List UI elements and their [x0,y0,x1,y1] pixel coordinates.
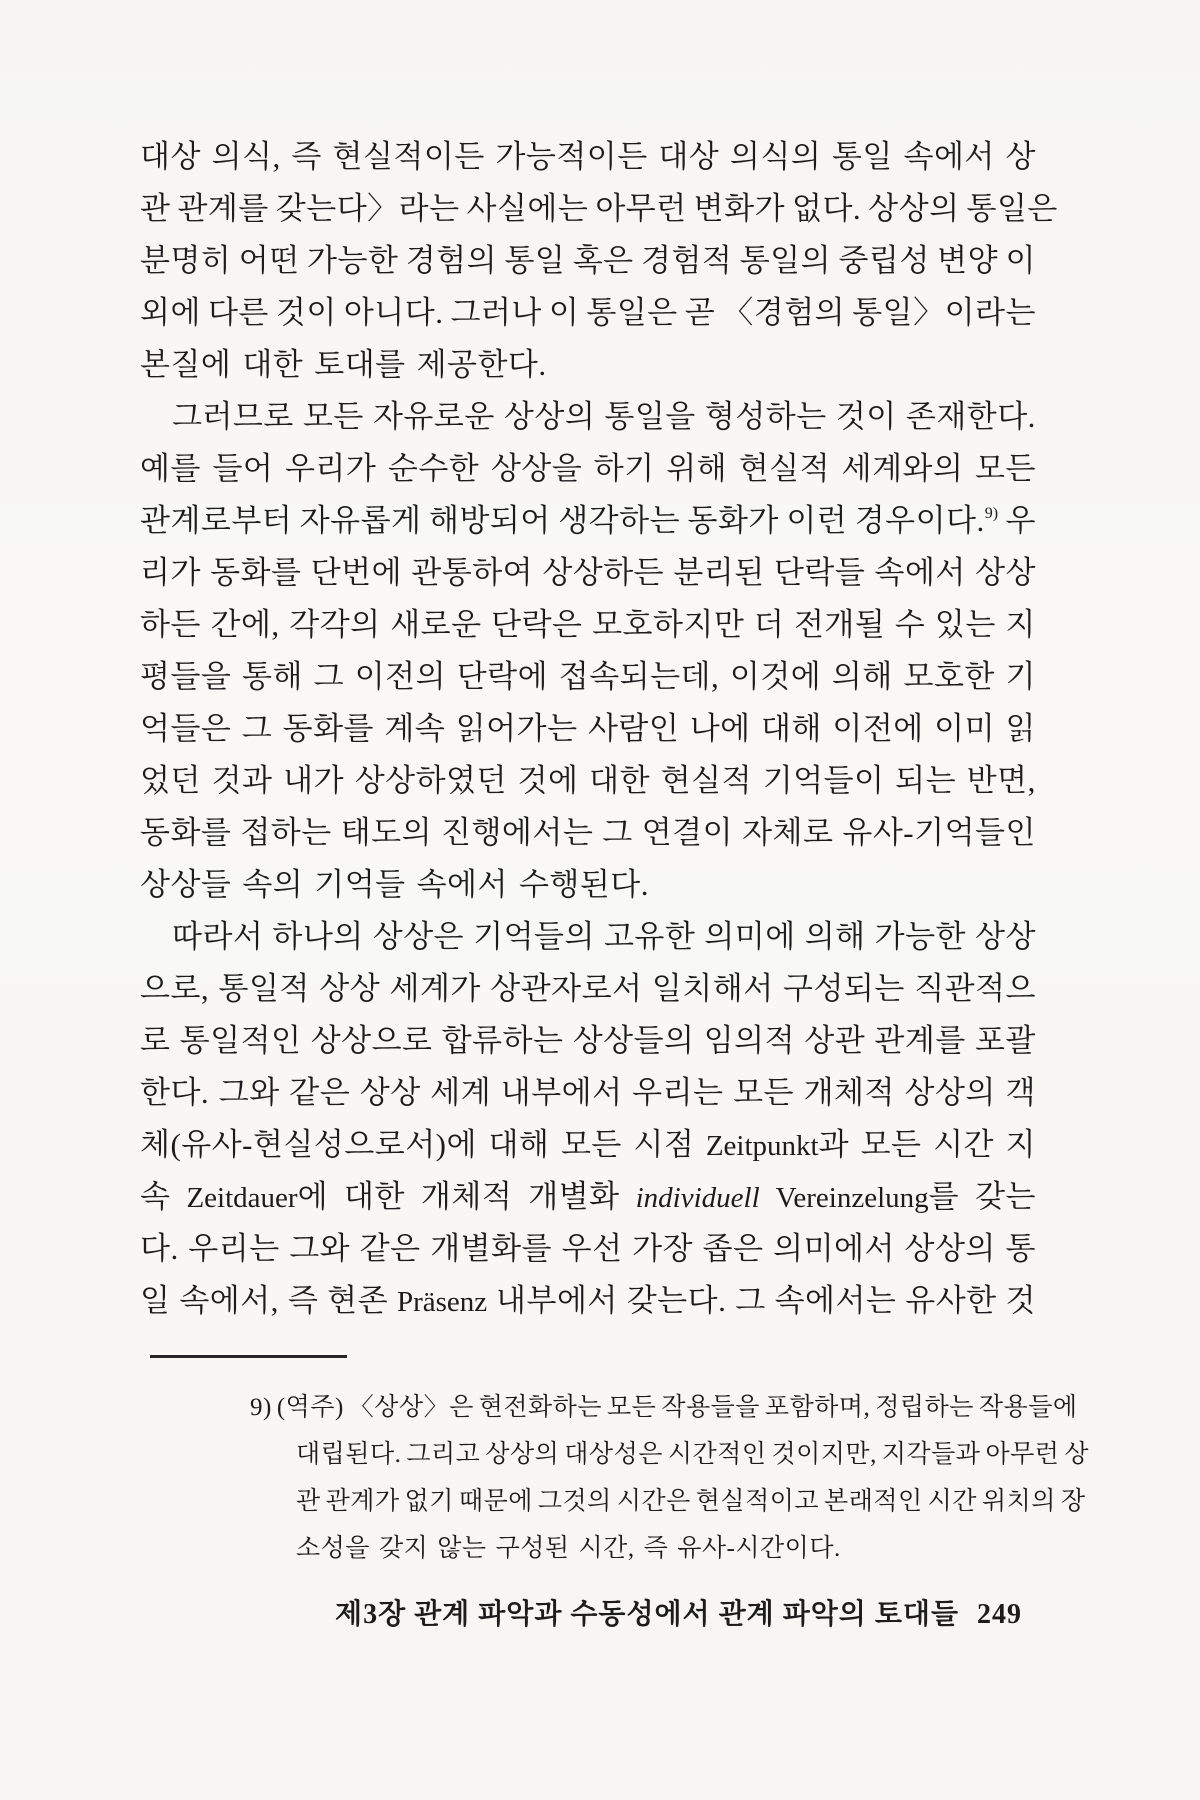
footer-chapter-title: 제3장 관계 파악과 수동성에서 관계 파악의 토대들 [335,1599,959,1630]
body-line: 대상 의식, 즉 현실적이든 가능적이든 대상 의식의 통일 속에서 상 [140,139,1036,174]
latin-term: individuell [635,1182,760,1214]
body-line: 일 속에서, 즉 현존 Präsenz 내부에서 갖는다. 그 속에서는 유사한 것 [140,1283,1036,1318]
latin-term: Zeitpunkt [705,1130,819,1162]
body-line: 따라서 하나의 상상은 기억들의 고유한 의미에 의해 가능한 상상 [172,919,1036,954]
footnote-ref-9: 9) [984,505,999,522]
footnote-line: 9) (역주) 〈상상〉은 현전화하는 모든 작용들을 포함하며, 정립하는 작용들에 [250,1394,1078,1421]
body-line: 리가 동화를 단번에 관통하여 상상하든 분리된 단락들 속에서 상상 [140,555,1036,590]
footnote-line: 대립된다. 그리고 상상의 대상성은 시간적인 것이지만, 지각들과 아무런 상 [296,1441,1090,1468]
footnote-separator-rule [150,1355,347,1358]
body-line: 관 관계를 갖는다〉라는 사실에는 아무런 변화가 없다. 상상의 통일은 [140,191,1058,226]
body-line: 억들은 그 동화를 계속 읽어가는 사람인 나에 대해 이전에 이미 읽 [140,711,1036,746]
latin-term: Vereinzelung [775,1182,929,1214]
body-line: 본질에 대한 토대를 제공한다. [140,347,547,382]
body-line: 한다. 그와 같은 상상 세계 내부에서 우리는 모든 개체적 상상의 객 [140,1075,1036,1110]
body-text [140,131,1058,1327]
body-line: 동화를 접하는 태도의 진행에서는 그 연결이 자체로 유사-기억들인 [140,815,1036,850]
body-line: 하든 간에, 각각의 새로운 단락은 모호하지만 더 전개될 수 있는 지 [140,607,1036,642]
footnote [250,1384,1090,1572]
body-line: 상상들 속의 기억들 속에서 수행된다. [140,867,649,902]
body-line: 었던 것과 내가 상상하였던 것에 대한 현실적 기억들이 되는 반면, [140,763,1036,798]
latin-term: Zeitdauer [186,1182,298,1214]
body-line: 평들을 통해 그 이전의 단락에 접속되는데, 이것에 의해 모호한 기 [140,659,1036,694]
body-line: 관계로부터 자유롭게 해방되어 생각하는 동화가 이런 경우이다.$^{9)}$ 우 [140,503,1036,538]
page-number: 249 [977,1599,1022,1630]
body-line: 다. 우리는 그와 같은 개별화를 우선 가장 좁은 의미에서 상상의 통 [140,1231,1036,1266]
body-line: 체(유사-현실성으로서)에 대해 모든 시점 Zeitpunkt과 모든 시간 지 [140,1127,1036,1162]
latin-term: Präsenz [396,1286,488,1318]
running-footer [335,1592,1022,1632]
body-line: 분명히 어떤 가능한 경험의 통일 혹은 경험적 통일의 중립성 변양 이 [140,243,1036,278]
body-line: 예를 들어 우리가 순수한 상상을 하기 위해 현실적 세계와의 모든 [140,451,1036,486]
body-line: 으로, 통일적 상상 세계가 상관자로서 일치해서 구성되는 직관적으 [140,971,1036,1006]
footnote-line: 소성을 갖지 않는 구성된 시간, 즉 유사-시간이다. [296,1535,841,1562]
body-line: 로 통일적인 상상으로 합류하는 상상들의 임의적 상관 관계를 포괄 [140,1023,1036,1058]
body-line: 그러므로 모든 자유로운 상상의 통일을 형성하는 것이 존재한다. [172,399,1036,434]
footnote-line: 관 관계가 없기 때문에 그것의 시간은 현실적이고 본래적인 시간 위치의 장 [296,1488,1086,1515]
body-line: 외에 다른 것이 아니다. 그러나 이 통일은 곧 〈경험의 통일〉이라는 [140,295,1036,330]
body-line: 속 Zeitdauer에 대한 개체적 개별화 individuell Vereinzelung를 갖는 [140,1179,1036,1214]
